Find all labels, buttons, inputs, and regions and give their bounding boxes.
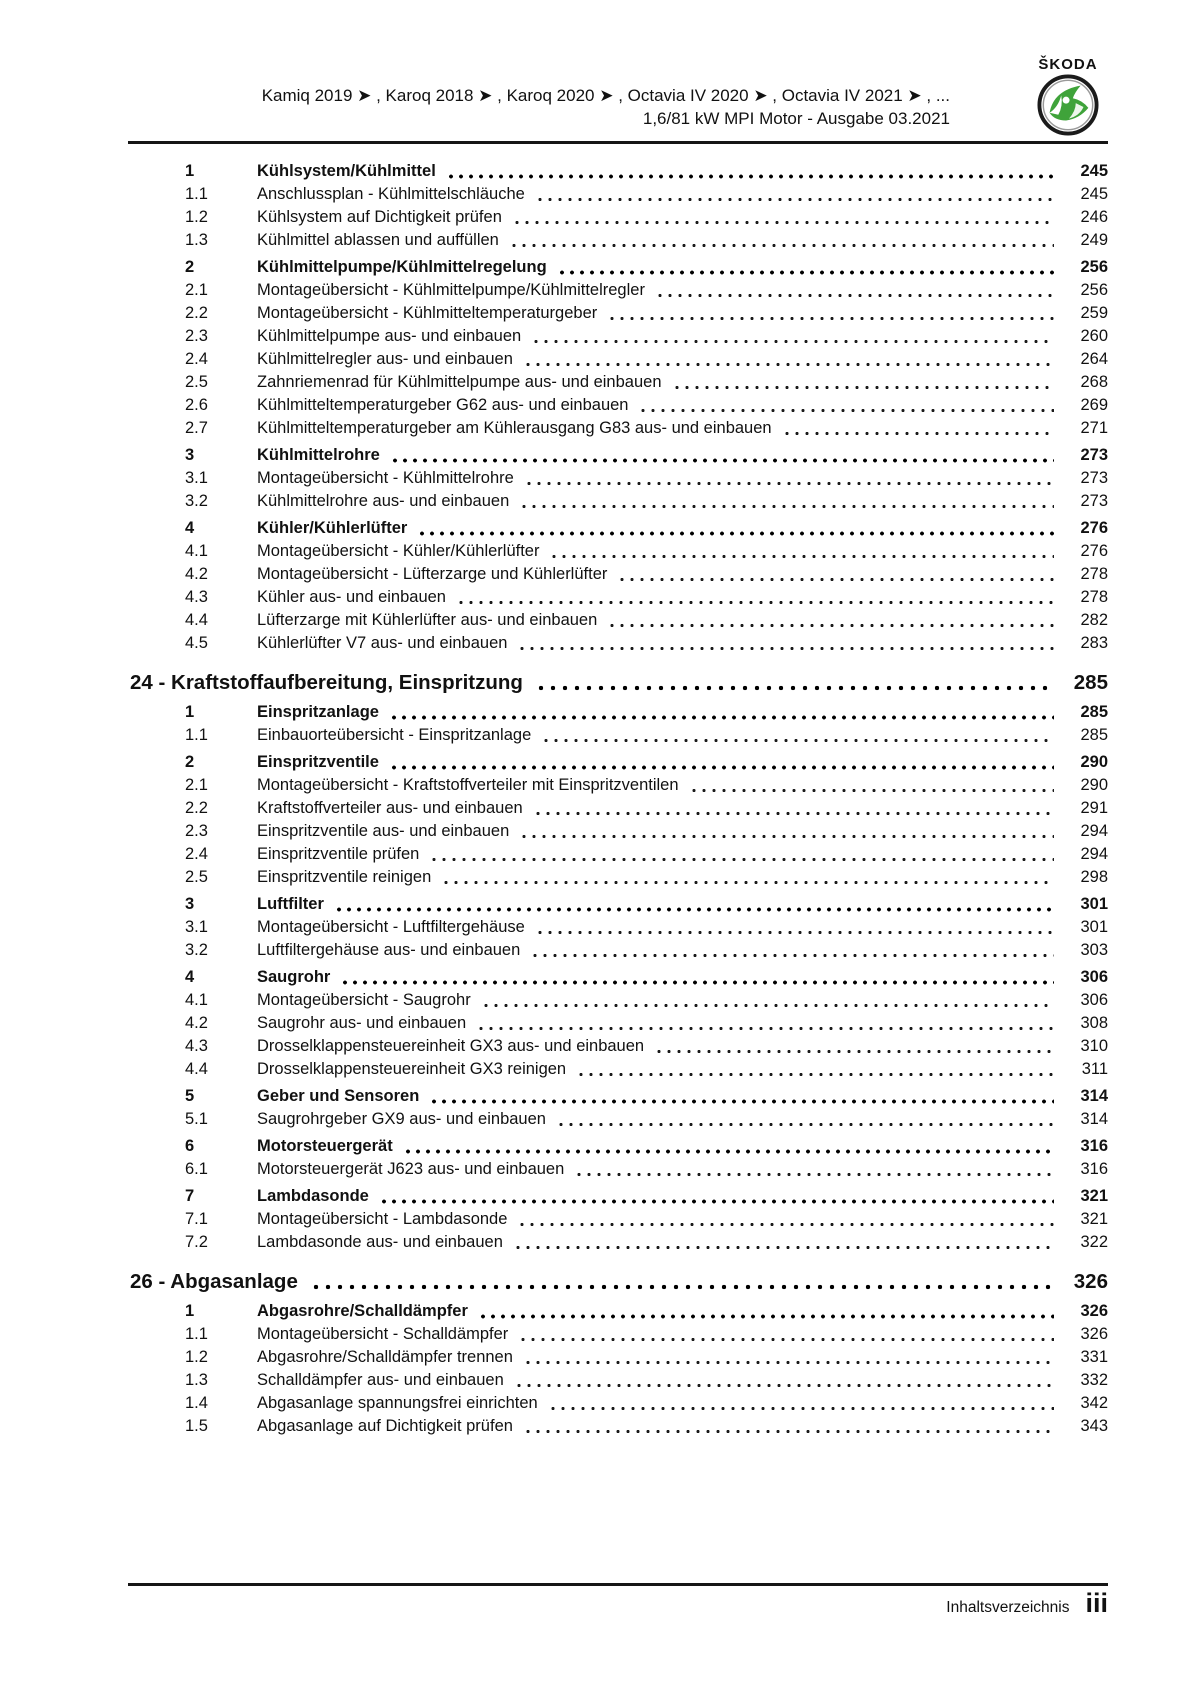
- leader-dots: [523, 1346, 1054, 1369]
- entry-number: 5: [185, 1087, 195, 1105]
- skoda-logo: [1028, 56, 1108, 136]
- entry-page: 301: [1080, 918, 1108, 936]
- toc-entry-row: [130, 1085, 1108, 1108]
- toc-entry-row: [130, 371, 1108, 394]
- toc-entry-row: [130, 797, 1108, 820]
- entry-page: 290: [1080, 753, 1108, 771]
- entry-page: 303: [1080, 941, 1108, 959]
- entry-number: 4.4: [185, 611, 208, 629]
- toc-entry-row: [130, 1369, 1108, 1392]
- entry-page: 245: [1080, 185, 1108, 203]
- entry-title: Kühlerlüfter V7 aus- und einbauen: [257, 634, 508, 652]
- entry-number: 4.3: [185, 588, 208, 606]
- entry-page: 278: [1080, 588, 1108, 606]
- entry-page: 343: [1080, 1417, 1108, 1435]
- entry-number: 6: [185, 1137, 195, 1155]
- toc-entry-row: [130, 517, 1108, 540]
- entry-number: 2.7: [185, 419, 208, 437]
- leader-dots: [524, 467, 1054, 490]
- entry-title: Luftfiltergehäuse aus- und einbauen: [257, 941, 521, 959]
- entry-title: Einspritzventile prüfen: [257, 845, 420, 863]
- entry-page: 291: [1080, 799, 1108, 817]
- leader-dots: [429, 843, 1054, 866]
- entry-title: Montageübersicht - Lambdasonde: [257, 1210, 508, 1228]
- entry-number: 4.2: [185, 1014, 208, 1032]
- toc-entry-row: [130, 609, 1108, 632]
- entry-title: Montageübersicht - Schalldämpfer: [257, 1325, 509, 1343]
- entry-number: 1: [185, 1302, 195, 1320]
- leader-dots: [531, 325, 1054, 348]
- entry-title: Kühlmittelpumpe/Kühlmittelregelung: [257, 258, 547, 276]
- leader-dots: [403, 1135, 1054, 1158]
- leader-dots: [340, 966, 1054, 989]
- toc-entry-row: [130, 1300, 1108, 1323]
- entry-number: 2.1: [185, 776, 208, 794]
- entry-page: 332: [1080, 1371, 1108, 1389]
- toc-entry-row: [130, 1135, 1108, 1158]
- entry-title: Abgasrohre/Schalldämpfer: [257, 1302, 468, 1320]
- leader-dots: [518, 1323, 1054, 1346]
- entry-number: 2.1: [185, 281, 208, 299]
- leader-dots: [654, 1035, 1054, 1058]
- toc-entry-row: [130, 843, 1108, 866]
- entry-number: 1.4: [185, 1394, 208, 1412]
- toc-entry-row: [130, 1392, 1108, 1415]
- entry-title: Einspritzventile: [257, 753, 379, 771]
- leader-dots: [617, 563, 1054, 586]
- toc-entry-row: [130, 325, 1108, 348]
- footer-section-label: Inhaltsverzeichnis: [946, 1599, 1070, 1616]
- entry-number: 2.6: [185, 396, 208, 414]
- entry-page: 311: [1081, 1060, 1108, 1078]
- entry-page: 314: [1080, 1087, 1108, 1105]
- model-applicability-line: Kamiq 2019 ➤ , Karoq 2018 ➤ , Karoq 2020 ➤ , Octavia IV 2020 ➤ , Octavia IV 2021 ➤ , ...: [261, 86, 950, 105]
- entry-title: Montageübersicht - Luftfiltergehäuse: [257, 918, 525, 936]
- entry-number: 4: [185, 968, 195, 986]
- entry-page: 290: [1080, 776, 1108, 794]
- leader-dots: [523, 1415, 1054, 1438]
- entry-page: 285: [1080, 726, 1108, 744]
- entry-page: 282: [1080, 611, 1108, 629]
- entry-title: Kühlmitteltemperaturgeber am Kühlerausgang G83 aus- und einbauen: [257, 419, 772, 437]
- entry-number: 2.4: [185, 845, 208, 863]
- entry-number: 1.1: [185, 726, 208, 744]
- leader-dots: [512, 206, 1054, 229]
- leader-dots: [517, 632, 1054, 655]
- entry-number: 2.5: [185, 868, 208, 886]
- entry-number: 3.1: [185, 469, 208, 487]
- toc-entry-row: [130, 866, 1108, 889]
- entry-title: Einspritzventile aus- und einbauen: [257, 822, 510, 840]
- entry-title: Kühlmittelregler aus- und einbauen: [257, 350, 513, 368]
- entry-page: 256: [1080, 281, 1108, 299]
- entry-title: Drosselklappensteuereinheit GX3 reinigen: [257, 1060, 567, 1078]
- entry-title: Lambdasonde: [257, 1187, 369, 1205]
- entry-number: 5.1: [185, 1110, 208, 1128]
- entry-page: 273: [1080, 492, 1108, 510]
- entry-title: Schalldämpfer aus- und einbauen: [257, 1371, 504, 1389]
- entry-title: Geber und Sensoren: [257, 1087, 420, 1105]
- entry-title: Zahnriemenrad für Kühlmittelpumpe aus- und einbauen: [257, 373, 662, 391]
- toc-entry-row: [130, 1012, 1108, 1035]
- toc-entry-row: [130, 966, 1108, 989]
- leader-dots: [541, 724, 1054, 747]
- toc-entry-row: [130, 229, 1108, 252]
- leader-dots: [334, 893, 1054, 916]
- leader-dots: [310, 1269, 1054, 1295]
- entry-page: 316: [1080, 1160, 1108, 1178]
- leader-dots: [519, 820, 1054, 843]
- toc-entry-row: [130, 820, 1108, 843]
- leader-dots: [574, 1158, 1054, 1181]
- entry-number: 4.1: [185, 991, 208, 1009]
- entry-number: 1.2: [185, 208, 208, 226]
- toc-entry-row: [130, 632, 1108, 655]
- entry-title: Kühler aus- und einbauen: [257, 588, 446, 606]
- entry-title: Montageübersicht - Kühlmitteltemperaturgeber: [257, 304, 598, 322]
- leader-dots: [607, 609, 1054, 632]
- entry-page: 269: [1080, 396, 1108, 414]
- entry-page: 301: [1080, 895, 1108, 913]
- entry-page: 321: [1080, 1187, 1108, 1205]
- entry-page: 306: [1080, 991, 1108, 1009]
- entry-number: 2.2: [185, 799, 208, 817]
- entry-number: 1.5: [185, 1417, 208, 1435]
- toc-entry-row: [130, 160, 1108, 183]
- page-footer: [946, 1589, 1108, 1617]
- entry-page: 316: [1080, 1137, 1108, 1155]
- entry-title: Lüfterzarge mit Kühlerlüfter aus- und einbauen: [257, 611, 598, 629]
- entry-title: Drosselklappensteuereinheit GX3 aus- und einbauen: [257, 1037, 645, 1055]
- leader-dots: [476, 1012, 1054, 1035]
- toc-chapter-row: [130, 670, 1108, 696]
- toc-entry-row: [130, 701, 1108, 724]
- entry-number: 7.2: [185, 1233, 208, 1251]
- toc-entry-row: [130, 467, 1108, 490]
- entry-page: 306: [1080, 968, 1108, 986]
- toc-entry-row: [130, 916, 1108, 939]
- entry-page: 273: [1080, 446, 1108, 464]
- entry-number: 3.2: [185, 941, 208, 959]
- entry-page: 294: [1080, 845, 1108, 863]
- entry-page: 326: [1080, 1302, 1108, 1320]
- footer-divider: [128, 1583, 1108, 1586]
- entry-number: 4.1: [185, 542, 208, 560]
- header-divider: [128, 141, 1108, 144]
- entry-page: 322: [1080, 1233, 1108, 1251]
- entry-number: 7.1: [185, 1210, 208, 1228]
- entry-page: 310: [1080, 1037, 1108, 1055]
- leader-dots: [638, 394, 1054, 417]
- entry-title: Lambdasonde aus- und einbauen: [257, 1233, 503, 1251]
- entry-page: 271: [1080, 419, 1108, 437]
- leader-dots: [530, 939, 1054, 962]
- toc-entry-row: [130, 724, 1108, 747]
- entry-number: 1.1: [185, 1325, 208, 1343]
- leader-dots: [389, 751, 1054, 774]
- entry-page: 256: [1080, 258, 1108, 276]
- leader-dots: [523, 348, 1054, 371]
- entry-title: Luftfilter: [257, 895, 324, 913]
- toc-entry-row: [130, 490, 1108, 513]
- entry-title: Saugrohr: [257, 968, 331, 986]
- entry-number: 2: [185, 258, 195, 276]
- entry-number: 2.2: [185, 304, 208, 322]
- entry-title: Montageübersicht - Kühlmittelrohre: [257, 469, 514, 487]
- entry-page: 276: [1080, 519, 1108, 537]
- entry-number: 2.3: [185, 822, 208, 840]
- leader-dots: [548, 1392, 1054, 1415]
- entry-page: 285: [1080, 703, 1108, 721]
- leader-dots: [481, 989, 1054, 1012]
- entry-number: 3: [185, 895, 195, 913]
- toc-entry-row: [130, 444, 1108, 467]
- toc-entry-row: [130, 1323, 1108, 1346]
- entry-number: 2.4: [185, 350, 208, 368]
- entry-page: 294: [1080, 822, 1108, 840]
- entry-number: 2.3: [185, 327, 208, 345]
- leader-dots: [535, 670, 1054, 696]
- toc-entry-row: [130, 417, 1108, 440]
- leader-dots: [517, 1208, 1054, 1231]
- toc-entry-row: [130, 348, 1108, 371]
- entry-title: Montageübersicht - Kühlmittelpumpe/Kühlmittelregler: [257, 281, 645, 299]
- entry-title: Montageübersicht - Kühler/Kühlerlüfter: [257, 542, 540, 560]
- entry-title: Abgasrohre/Schalldämpfer trennen: [257, 1348, 513, 1366]
- entry-number: 4: [185, 519, 195, 537]
- entry-title: Montageübersicht - Saugrohr: [257, 991, 471, 1009]
- leader-dots: [535, 916, 1054, 939]
- entry-number: 3.2: [185, 492, 208, 510]
- leader-dots: [576, 1058, 1054, 1081]
- entry-page: 278: [1080, 565, 1108, 583]
- entry-title: Einspritzventile reinigen: [257, 868, 432, 886]
- entry-page: 331: [1080, 1348, 1108, 1366]
- entry-title: Montageübersicht - Lüfterzarge und Kühlerlüfter: [257, 565, 608, 583]
- entry-page: 321: [1080, 1210, 1108, 1228]
- leader-dots: [514, 1369, 1054, 1392]
- manual-title: 1,6/81 kW MPI Motor - Ausgabe 03.2021: [642, 109, 950, 128]
- entry-number: 3.1: [185, 918, 208, 936]
- entry-number: 2: [185, 753, 195, 771]
- toc-entry-row: [130, 1108, 1108, 1131]
- leader-dots: [478, 1300, 1054, 1323]
- toc-entry-row: [130, 1058, 1108, 1081]
- entry-number: 6.1: [185, 1160, 208, 1178]
- chapter-title: 24 - Kraftstoffaufbereitung, Einspritzung: [130, 671, 523, 694]
- leader-dots: [689, 774, 1054, 797]
- entry-number: 1.3: [185, 1371, 208, 1389]
- entry-title: Anschlussplan - Kühlmittelschläuche: [257, 185, 525, 203]
- toc-entry-row: [130, 939, 1108, 962]
- entry-number: 7: [185, 1187, 195, 1205]
- toc-entry-row: [130, 1185, 1108, 1208]
- entry-page: 283: [1080, 634, 1108, 652]
- toc-entry-row: [130, 394, 1108, 417]
- leader-dots: [446, 160, 1054, 183]
- toc-entry-row: [130, 774, 1108, 797]
- leader-dots: [429, 1085, 1054, 1108]
- entry-title: Einspritzanlage: [257, 703, 379, 721]
- leader-dots: [556, 1108, 1054, 1131]
- entry-title: Kühlsystem auf Dichtigkeit prüfen: [257, 208, 502, 226]
- leader-dots: [535, 183, 1054, 206]
- toc-entry-row: [130, 893, 1108, 916]
- chapter-page: 326: [1073, 1270, 1108, 1293]
- entry-title: Saugrohr aus- und einbauen: [257, 1014, 467, 1032]
- entry-number: 1.3: [185, 231, 208, 249]
- entry-title: Kühlmittelrohre: [257, 446, 380, 464]
- toc-entry-row: [130, 1231, 1108, 1254]
- entry-title: Abgasanlage spannungsfrei einrichten: [257, 1394, 538, 1412]
- entry-title: Kraftstoffverteiler aus- und einbauen: [257, 799, 523, 817]
- entry-page: 326: [1080, 1325, 1108, 1343]
- entry-number: 1: [185, 162, 195, 180]
- entry-page: 264: [1080, 350, 1108, 368]
- leader-dots: [533, 797, 1054, 820]
- leader-dots: [782, 417, 1054, 440]
- leader-dots: [456, 586, 1054, 609]
- entry-number: 2.5: [185, 373, 208, 391]
- entry-title: Kühlmitteltemperaturgeber G62 aus- und einbauen: [257, 396, 629, 414]
- entry-page: 342: [1080, 1394, 1108, 1412]
- toc-entry-row: [130, 183, 1108, 206]
- toc-entry-row: [130, 206, 1108, 229]
- entry-page: 308: [1080, 1014, 1108, 1032]
- toc-entry-row: [130, 302, 1108, 325]
- entry-number: 4.4: [185, 1060, 208, 1078]
- leader-dots: [519, 490, 1054, 513]
- leader-dots: [672, 371, 1055, 394]
- entry-title: Kühlmittel ablassen und auffüllen: [257, 231, 499, 249]
- entry-title: Saugrohrgeber GX9 aus- und einbauen: [257, 1110, 546, 1128]
- entry-title: Kühler/Kühlerlüfter: [257, 519, 408, 537]
- footer-page-number: iii: [1085, 1588, 1108, 1618]
- toc-entry-row: [130, 1158, 1108, 1181]
- entry-page: 249: [1080, 231, 1108, 249]
- entry-title: Montageübersicht - Kraftstoffverteiler mit Einspritzventilen: [257, 776, 679, 794]
- toc-entry-row: [130, 1346, 1108, 1369]
- leader-dots: [549, 540, 1054, 563]
- toc-entry-row: [130, 279, 1108, 302]
- toc-entry-row: [130, 1208, 1108, 1231]
- entry-number: 4.3: [185, 1037, 208, 1055]
- toc-entry-row: [130, 1415, 1108, 1438]
- entry-number: 3: [185, 446, 195, 464]
- toc-chapter-row: [130, 1269, 1108, 1295]
- entry-page: 273: [1080, 469, 1108, 487]
- leader-dots: [557, 256, 1054, 279]
- chapter-title: 26 - Abgasanlage: [130, 1270, 298, 1293]
- toc: [130, 156, 1108, 1438]
- toc-entry-row: [130, 1035, 1108, 1058]
- leader-dots: [441, 866, 1054, 889]
- entry-page: 276: [1080, 542, 1108, 560]
- entry-page: 268: [1080, 373, 1108, 391]
- entry-number: 4.2: [185, 565, 208, 583]
- toc-entry-row: [130, 586, 1108, 609]
- skoda-wordmark: ŠKODA: [1038, 56, 1098, 73]
- leader-dots: [513, 1231, 1054, 1254]
- entry-title: Kühlmittelpumpe aus- und einbauen: [257, 327, 522, 345]
- entry-title: Einbauorteübersicht - Einspritzanlage: [257, 726, 532, 744]
- entry-page: 259: [1080, 304, 1108, 322]
- entry-number: 1.2: [185, 1348, 208, 1366]
- entry-title: Motorsteuergerät J623 aus- und einbauen: [257, 1160, 565, 1178]
- leader-dots: [379, 1185, 1054, 1208]
- entry-title: Abgasanlage auf Dichtigkeit prüfen: [257, 1417, 513, 1435]
- leader-dots: [390, 444, 1054, 467]
- entry-title: Motorsteuergerät: [257, 1137, 393, 1155]
- leader-dots: [509, 229, 1054, 252]
- chapter-page: 285: [1073, 671, 1108, 694]
- entry-title: Kühlsystem/Kühlmittel: [257, 162, 436, 180]
- entry-number: 1: [185, 703, 195, 721]
- leader-dots: [607, 302, 1054, 325]
- toc-entry-row: [130, 751, 1108, 774]
- leader-dots: [389, 701, 1054, 724]
- toc-entry-row: [130, 256, 1108, 279]
- toc-entry-row: [130, 540, 1108, 563]
- leader-dots: [655, 279, 1054, 302]
- entry-page: 260: [1080, 327, 1108, 345]
- entry-title: Kühlmittelrohre aus- und einbauen: [257, 492, 510, 510]
- page-header: [262, 84, 950, 130]
- skoda-winged-arrow-icon: [1037, 74, 1099, 136]
- leader-dots: [417, 517, 1054, 540]
- entry-number: 4.5: [185, 634, 208, 652]
- entry-number: 1.1: [185, 185, 208, 203]
- entry-page: 246: [1080, 208, 1108, 226]
- entry-page: 314: [1080, 1110, 1108, 1128]
- toc-entry-row: [130, 563, 1108, 586]
- entry-page: 245: [1080, 162, 1108, 180]
- entry-page: 298: [1080, 868, 1108, 886]
- toc-entry-row: [130, 989, 1108, 1012]
